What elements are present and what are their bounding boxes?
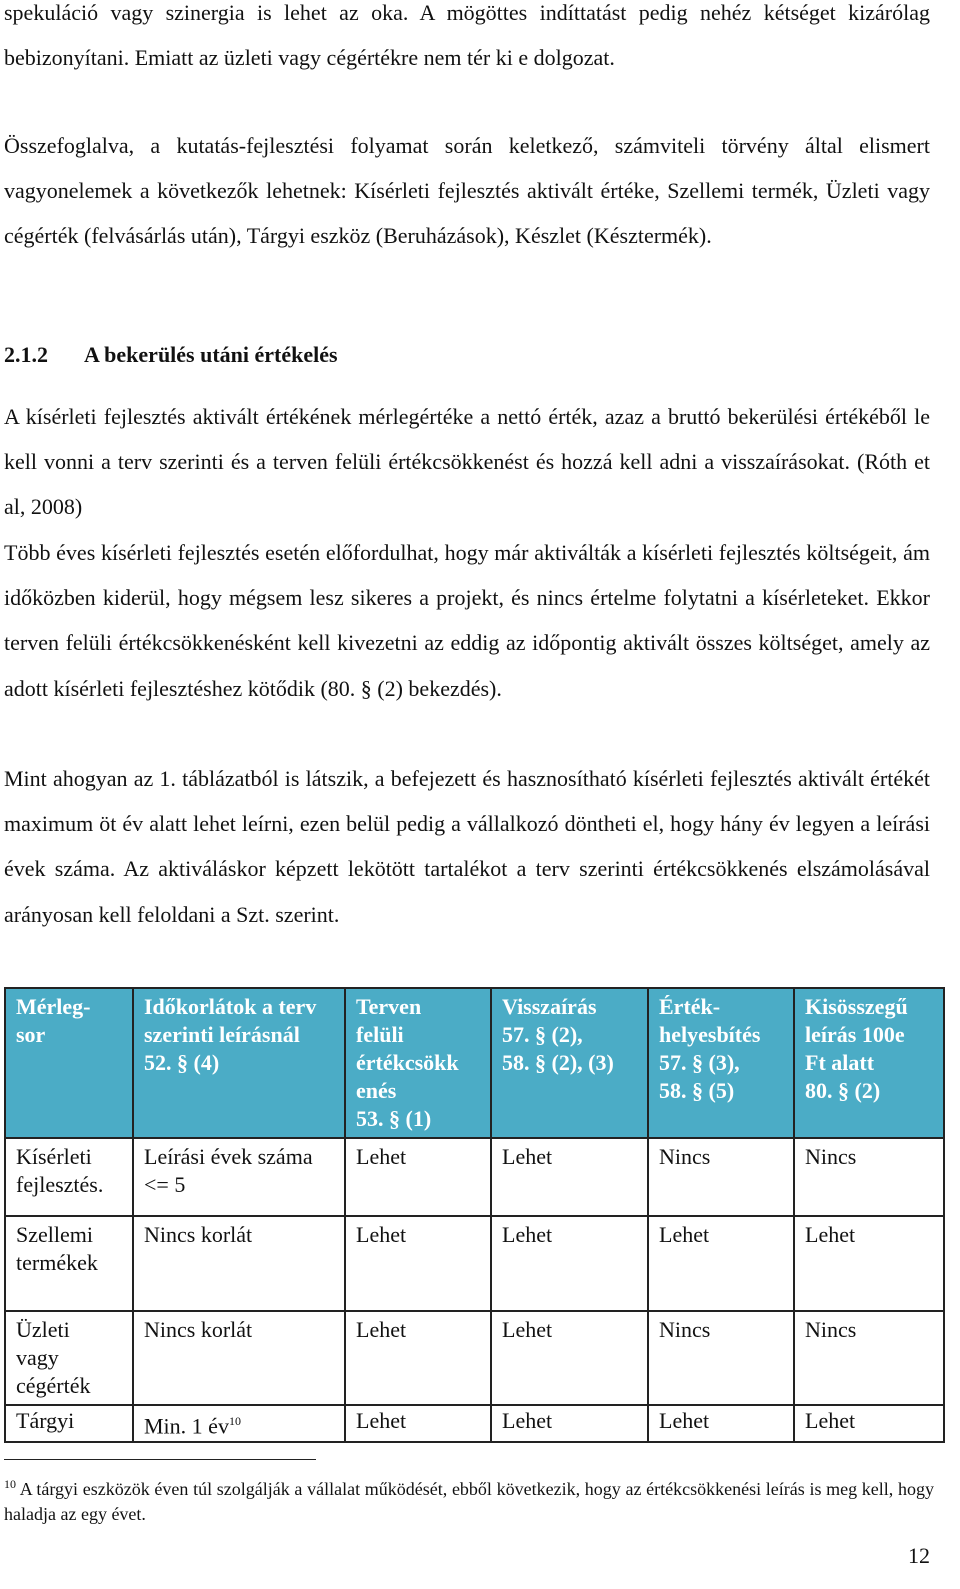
table-cell: Kísérleti fejlesztés. <box>5 1138 133 1216</box>
paragraph-multi-year: Több éves kísérleti fejlesztés esetén előfordulhat, hogy már aktiválták a kísérleti fejlesztés költségeit, ám időközben kiderül, hogy mégsem lesz sikeres a projekt, és nincs értelme folytatni a kísérleteket. Ekkor terven felüli értékcsökkenésként kell kivezetni az eddig az időpontig aktivált összes költséget, amely az adott kísérleti fejlesztéshez kötődik (80. § (2) bekezdés). <box>4 540 930 701</box>
table-cell: Lehet <box>648 1405 794 1442</box>
footnote <box>4 1472 934 1527</box>
paragraph-valuation: A kísérleti fejlesztés aktivált értékének mérlegértéke a nettó érték, azaz a bruttó bekerülési értékéből le kell vonni a terv szerinti és a terven felüli értékcsökkenést és hozzá kell adni a visszaírásokat. (Róth et al, 2008) <box>4 404 930 520</box>
header-cell: Érték- helyesbítés 57. § (3), 58. § (5) <box>648 988 794 1138</box>
table-cell: Szellemi termékek <box>5 1216 133 1311</box>
paragraph-summary: Összefoglalva, a kutatás-fejlesztési folyamat során keletkező, számviteli törvény által elismert vagyonelemek a következők lehetnek: Kísérleti fejlesztés aktivált értéke, Szellemi termék, Üzleti vagy cégérték (felvásárlás után), Tárgyi eszköz (Beruházások), Készlet (Késztermék). <box>4 133 930 249</box>
table-cell: Lehet <box>648 1216 794 1311</box>
page-number: 12 <box>908 1543 930 1568</box>
table-cell: Lehet <box>345 1138 491 1216</box>
table-row <box>5 1138 944 1216</box>
footnote-text: A tárgyi eszközök éven túl szolgálják a vállalat működését, ebből következik, hogy az értékcsökkenési leírás is meg kell, hogy haladja az egy évet. <box>4 1479 934 1524</box>
footnote-ref: 10 <box>228 1414 241 1428</box>
table-cell: Nincs <box>648 1311 794 1405</box>
table-row <box>5 1311 944 1405</box>
footnote-divider <box>4 1459 316 1460</box>
table-header-row <box>5 988 944 1138</box>
table-row <box>5 1216 944 1311</box>
table-row <box>5 1405 944 1442</box>
section-title: A bekerülés utáni értékelés <box>84 342 338 367</box>
header-cell: Mérleg- sor <box>5 988 133 1138</box>
header-cell: Kisösszegű leírás 100e Ft alatt 80. § (2) <box>794 988 944 1138</box>
section-heading <box>4 342 338 368</box>
table-cell: Nincs korlát <box>133 1216 345 1311</box>
table-cell: Nincs <box>794 1311 944 1405</box>
table-cell: Leírási évek száma <= 5 <box>133 1138 345 1216</box>
table-cell: Min. 1 $év^{10}$ <box>133 1405 345 1442</box>
paragraph-intro: spekuláció vagy szinergia is lehet az oka. A mögöttes indíttatást pedig nehéz kétséget kizárólag bebizonyítani. Emiatt az üzleti vagy cégértékre nem tér ki e dolgozat. <box>4 0 930 71</box>
paragraph-table-intro: Mint ahogyan az 1. táblázatból is látszik, a befejezett és hasznosítható kísérleti fejlesztés aktivált értékét maximum öt év alatt lehet leírni, ezen belül pedig a vállalkozó döntheti el, hogy hány év legyen a leírási évek száma. Az aktiváláskor képzett lekötött tartalékot a terv szerinti értékcsökkenés elszámolásával arányosan kell feloldani a Szt. szerint. <box>4 766 930 927</box>
table-cell: Lehet <box>345 1311 491 1405</box>
table-cell: Lehet <box>491 1311 648 1405</box>
depreciation-table <box>4 987 945 1443</box>
header-cell: Visszaírás 57. § (2), 58. § (2), (3) <box>491 988 648 1138</box>
table-cell: Üzleti vagy cégérték <box>5 1311 133 1405</box>
table-cell: Lehet <box>345 1216 491 1311</box>
table-cell: Lehet <box>345 1405 491 1442</box>
header-cell: Időkorlátok a terv szerinti leírásnál 52. § (4) <box>133 988 345 1138</box>
table-cell: Tárgyi <box>5 1405 133 1442</box>
table-cell: Nincs <box>648 1138 794 1216</box>
table-cell: Lehet <box>794 1216 944 1311</box>
table-cell: Nincs korlát <box>133 1311 345 1405</box>
table-cell: Nincs <box>794 1138 944 1216</box>
header-cell: Terven felüli értékcsökk enés 53. § (1) <box>345 988 491 1138</box>
table-cell: Lehet <box>794 1405 944 1442</box>
footnote-mark: 10 <box>4 1477 16 1491</box>
table-cell: Lehet <box>491 1405 648 1442</box>
table-cell: Lehet <box>491 1138 648 1216</box>
section-number: 2.1.2 <box>4 342 48 367</box>
table-cell: Lehet <box>491 1216 648 1311</box>
